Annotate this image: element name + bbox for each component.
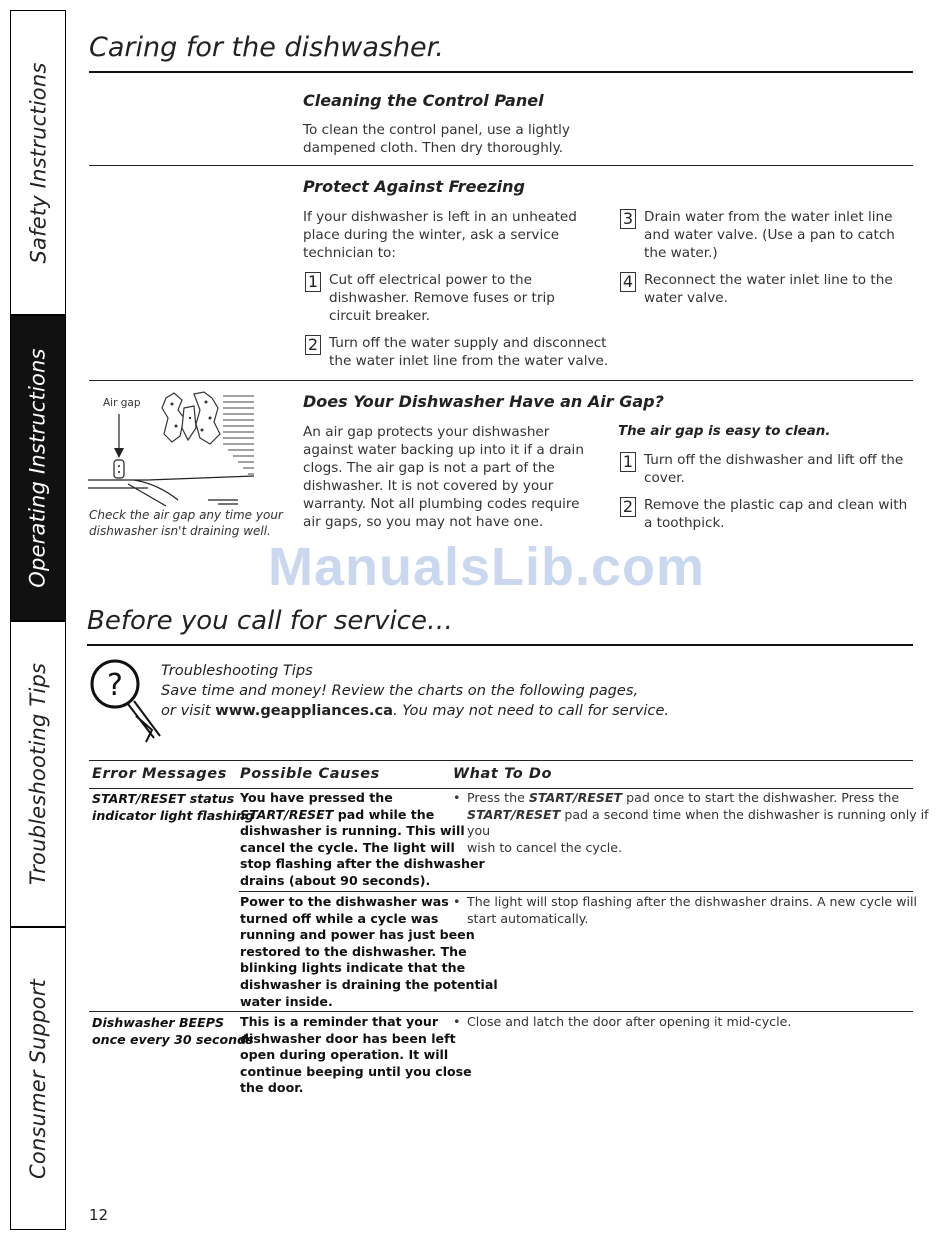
watermark: ManualsLib.com xyxy=(268,537,706,597)
header-rule xyxy=(89,788,913,789)
table-row-1-todo: • Press the START/RESET pad once to start the dishwasher. Press the START/RESET pad a second time when the dishwasher is running only if you wish to cancel the cycle. xyxy=(453,790,950,856)
troubleshooting-tips-block xyxy=(161,661,669,721)
text-line: dishwasher is draining the potential xyxy=(240,976,498,992)
text-line: clogs. The air gap is not a part of the xyxy=(303,460,555,476)
step-text xyxy=(644,451,903,487)
tips-text: or visit xyxy=(161,702,216,719)
title-rule xyxy=(87,644,913,646)
text-line: warranty. Not all plumbing codes require xyxy=(303,496,580,512)
text-line: Power to the dishwasher was xyxy=(240,894,449,909)
text-line: dishwasher isn't draining well. xyxy=(89,524,271,538)
tips-title: Troubleshooting Tips xyxy=(161,662,313,679)
text-line: Remove the plastic cap and clean with xyxy=(644,497,908,513)
text-line: Dishwasher BEEPS xyxy=(92,1015,225,1030)
tab-consumer-support[interactable] xyxy=(10,927,66,1230)
text-line: cover. xyxy=(644,470,685,486)
row-rule xyxy=(239,891,913,892)
text-line: Turn off the water supply and disconnect xyxy=(329,335,607,351)
text-line: start automatically. xyxy=(467,910,589,926)
text-line: dishwasher. It is not covered by your xyxy=(303,478,554,494)
text-line: dishwasher. Remove fuses or trip xyxy=(329,290,555,306)
page-number: 12 xyxy=(89,1206,109,1224)
text-line: the door. xyxy=(240,1080,304,1096)
freezing-intro xyxy=(303,208,577,262)
text-line: You have pressed the xyxy=(240,790,393,805)
section-divider xyxy=(89,165,913,166)
table-top-rule xyxy=(89,760,913,761)
tab-label: Safety Instructions xyxy=(26,62,51,263)
table-row-1-error xyxy=(92,790,254,824)
control-panel-heading: Cleaning the Control Panel xyxy=(303,91,544,110)
service-title: Before you call for service… xyxy=(87,606,453,636)
step-number: 1 xyxy=(620,452,636,472)
text-line: Turn off the dishwasher and lift off the xyxy=(644,452,904,468)
text-line: cancel the cycle. The light will xyxy=(240,839,455,855)
header-error-messages: Error Messages xyxy=(92,766,227,782)
text-line: Reconnect the water inlet line to the xyxy=(644,272,893,288)
text-line: Drain water from the water inlet line xyxy=(644,209,893,225)
text-line: START/RESET pad a second time when the dishwasher is running only if you xyxy=(467,806,929,839)
tab-label: Operating Instructions xyxy=(26,348,50,588)
step-text xyxy=(644,271,893,307)
step-text xyxy=(329,334,608,370)
row-rule xyxy=(89,1011,913,1012)
air-gap-step-1 xyxy=(620,451,903,487)
table-row-2-todo: • The light will stop flashing after the dishwasher drains. A new cycle will start automatically. xyxy=(453,894,917,926)
tips-line: Save time and money! Review the charts on the following pages, xyxy=(161,682,639,699)
freezing-step-3 xyxy=(620,208,895,262)
table-row-3-cause xyxy=(240,1014,472,1097)
text-line: START/RESET pad while the xyxy=(240,806,435,822)
freezing-step-4 xyxy=(620,271,893,307)
step-text xyxy=(644,496,907,532)
text-line: This is a reminder that your xyxy=(240,1014,439,1029)
text-line: drains (about 90 seconds). xyxy=(240,872,431,888)
text-line: Press the START/RESET pad once to start the dishwasher. Press the xyxy=(467,790,900,805)
step-text xyxy=(329,271,555,325)
text-line: dishwasher door has been left xyxy=(240,1030,456,1046)
text-line: open during operation. It will xyxy=(240,1047,449,1063)
tab-safety-instructions[interactable] xyxy=(10,10,66,315)
table-row-3-error xyxy=(92,1014,254,1048)
text-line: turned off while a cycle was xyxy=(240,910,439,926)
air-gap-figure-label: Air gap xyxy=(103,397,141,409)
section-divider xyxy=(89,380,913,381)
text-line: To clean the control panel, use a lightly xyxy=(303,122,570,138)
text-line: water inside. xyxy=(240,993,333,1009)
text-line: running and power has just been xyxy=(240,927,475,943)
text-line: START/RESET status xyxy=(92,791,235,806)
table-row-3-todo: • Close and latch the door after opening it mid-cycle. xyxy=(453,1014,792,1029)
tab-label: Troubleshooting Tips xyxy=(26,662,50,886)
tab-operating-instructions[interactable] xyxy=(10,315,66,621)
step-number: 3 xyxy=(620,209,636,229)
freezing-heading: Protect Against Freezing xyxy=(303,177,525,196)
text-line: a toothpick. xyxy=(644,515,725,531)
tips-text: . You may not need to call for service. xyxy=(392,702,670,719)
text-line: Cut off electrical power to the xyxy=(329,272,532,288)
step-text xyxy=(644,208,895,262)
control-panel-text xyxy=(303,121,570,157)
tab-label: Consumer Support xyxy=(26,978,51,1179)
text-line: indicator light flashing xyxy=(92,808,255,823)
freezing-step-2 xyxy=(305,334,608,370)
header-possible-causes: Possible Causes xyxy=(240,766,380,782)
page-title: Caring for the dishwasher. xyxy=(89,32,444,63)
step-number: 1 xyxy=(305,272,321,292)
tips-url-link[interactable]: www.geappliances.ca xyxy=(215,702,393,719)
title-rule xyxy=(89,71,913,73)
text-line: place during the winter, ask a service xyxy=(303,227,560,243)
air-gap-step-2 xyxy=(620,496,907,532)
text-line: The light will stop flashing after the dishwasher drains. A new cycle will xyxy=(467,894,917,909)
text-line: Close and latch the door after opening it mid-cycle. xyxy=(467,1014,792,1029)
text-line: stop flashing after the dishwasher xyxy=(240,856,485,872)
tab-troubleshooting-tips[interactable] xyxy=(10,621,66,927)
air-gap-easy-heading: The air gap is easy to clean. xyxy=(618,424,831,439)
freezing-step-1 xyxy=(305,271,555,325)
step-number: 4 xyxy=(620,272,636,292)
text-line: An air gap protects your dishwasher xyxy=(303,424,550,440)
magnifier-question-icon xyxy=(88,654,162,748)
text-line: restored to the dishwasher. The xyxy=(240,943,467,959)
text-line: and water valve. (Use a pan to catch xyxy=(644,227,895,243)
text-line: air gaps, so you may not have one. xyxy=(303,514,544,530)
text-line: dampened cloth. Then dry thoroughly. xyxy=(303,140,564,156)
text-line: blinking lights indicate that the xyxy=(240,960,466,976)
text-line: technician to: xyxy=(303,245,396,261)
step-number: 2 xyxy=(305,335,321,355)
text-line: the water inlet line from the water valve. xyxy=(329,353,609,369)
header-what-to-do: What To Do xyxy=(453,766,553,782)
air-gap-caption xyxy=(89,507,283,539)
air-gap-heading: Does Your Dishwasher Have an Air Gap? xyxy=(303,392,664,411)
table-row-1-cause xyxy=(240,790,485,890)
text-line: against water backing up into it if a drain xyxy=(303,442,584,458)
text-line: wish to cancel the cycle. xyxy=(467,839,623,855)
text-line: continue beeping until you close xyxy=(240,1063,472,1079)
text-line: once every 30 seconds xyxy=(92,1032,254,1047)
text-line: dishwasher is running. This will xyxy=(240,823,465,839)
text-line: water valve. xyxy=(644,290,728,306)
svg-text:?: ? xyxy=(107,668,123,703)
text-line: If your dishwasher is left in an unheated xyxy=(303,209,577,225)
air-gap-body xyxy=(303,423,584,531)
text-line: circuit breaker. xyxy=(329,308,431,324)
tips-line xyxy=(161,701,669,721)
text-line: the water.) xyxy=(644,245,718,261)
step-number: 2 xyxy=(620,497,636,517)
text-line: Check the air gap any time your xyxy=(89,508,283,522)
